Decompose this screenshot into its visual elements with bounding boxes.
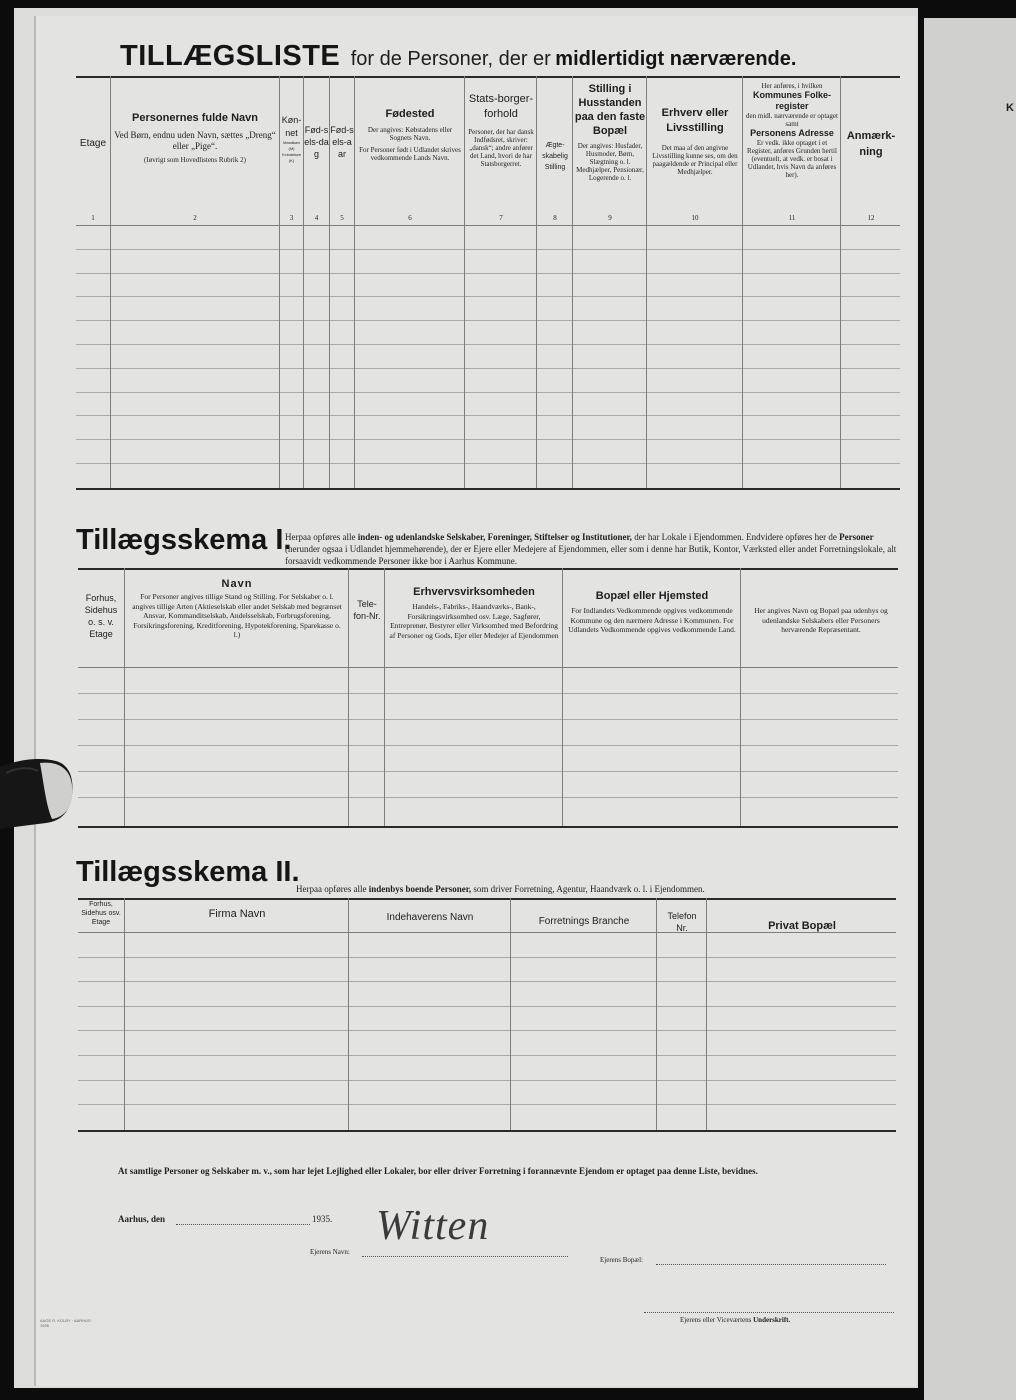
- col-num-7: 7: [499, 214, 503, 222]
- s1-col-representative: Her angives Navn og Bopæl paa udenhys og udenlandske Selskabers eller Personers herværende Repræsentant.: [754, 606, 888, 634]
- title-pre: for de Personer, der er: [350, 48, 551, 70]
- skema-1-title: Tillægsskema I.: [76, 524, 292, 556]
- col-household-sub: Der angives: Husfader, Husmoder, Børn, Slægtning o. l. Medhjælper, Pensionær, Logerende o. l.: [576, 142, 644, 182]
- col-num-8: 8: [553, 214, 557, 222]
- col-household-header: [574, 82, 646, 182]
- col-num-2: 2: [193, 214, 197, 222]
- row-line: [78, 981, 896, 982]
- owner-address-line: [656, 1264, 886, 1265]
- s1-col-business: [388, 586, 560, 640]
- skema-1-desc-e: Personer: [839, 532, 874, 542]
- s1-col-residence-title: Bopæl eller Hjemsted: [595, 590, 709, 602]
- s1-col-floor: Forhus, Sidehus o. s. v. Etage: [84, 593, 118, 639]
- skema-2-desc-b: indenbys boende Personer,: [368, 884, 472, 894]
- col-occupation-sub: Det maa af den angivne Livsstilling kunne ses, om den paagældende er Principal eller Medhjælper.: [652, 144, 738, 176]
- signature-label-a: Ejerens eller Viceværtens: [680, 1316, 752, 1324]
- col-birthplace-note: For Personer født i Udlandet skrives vedkommende Lands Navn.: [359, 146, 461, 162]
- col-num-6: 6: [408, 214, 412, 222]
- col-birthday-header: Fød-sels-dag: [304, 125, 329, 159]
- s1-col-residence-sub: For Indlandets Vedkommende opgives vedkommende Kommune og den nærmere Adresse i Kommunen. For Udlandets Vedkommende opgives vedkommende Land.: [568, 606, 736, 634]
- s1-col-business-title: Erhvervsvirksomheden: [413, 586, 535, 598]
- skema-1-desc-c: der har Lokale i Ejendommen.: [634, 532, 744, 542]
- col-num-9: 9: [608, 214, 612, 222]
- col-num-10: 10: [691, 214, 699, 222]
- owner-name-line: [362, 1256, 568, 1257]
- row-line: [76, 415, 900, 416]
- row-line: [78, 771, 898, 772]
- col-sex-sub: Mandkøn (M) Kvindekøn (K): [282, 140, 301, 163]
- signature-label-b: Underskrift.: [753, 1316, 791, 1324]
- date-line: [176, 1224, 310, 1225]
- skema-1-desc-d: Endvidere opføres her de: [746, 532, 837, 542]
- col-num-12: 12: [867, 214, 875, 222]
- col-num-4: 4: [314, 214, 319, 222]
- s1-col-name-title: Navn: [221, 578, 253, 590]
- row-line: [78, 1055, 896, 1056]
- row-line: [76, 463, 900, 464]
- col-register-title2: Personens Adresse: [750, 128, 834, 138]
- owner-address-label: Ejerens Bopæl:: [600, 1256, 643, 1264]
- skema-1-desc-f: (herunder ogsaa i Udlandet hjemmehørende), der er Ejere eller Medejere af Ejendommen, eller som i denne har Butik, Kontor, Værksted eller andet Forretningslokale, alt forsaavidt vedkommende Personer ikke bor i Aarhus Kommune.: [285, 544, 897, 566]
- row-line: [76, 439, 900, 440]
- signature-line: [644, 1312, 894, 1313]
- skema-2-title: Tillægsskema II.: [76, 856, 300, 888]
- col-birthplace-header: [358, 108, 462, 162]
- skema-1-desc-b: inden- og udenlandske Selskaber, Foreninger, Stiftelser og Institutioner,: [357, 532, 632, 542]
- col-register-top: Her anføres, i hvilken: [761, 82, 823, 90]
- title-main: TILLÆGSLISTE: [120, 40, 341, 72]
- page-title: [120, 40, 796, 73]
- col-num-5: 5: [340, 214, 344, 222]
- row-line: [76, 249, 900, 250]
- col-birthyear-header: Fød-sels-aar: [330, 125, 354, 159]
- col-citizenship-header: [466, 92, 536, 168]
- s2-col-branch: Forretnings Branche: [538, 916, 630, 927]
- col-register-title: Kommunes Folke-register: [752, 90, 831, 111]
- signature-label: [680, 1316, 790, 1324]
- owner-name-label: Ejerens Navn:: [310, 1248, 350, 1256]
- col-name-note: (Iøvrigt som Hovedlistens Rubrik 2): [144, 156, 246, 164]
- col-num-1: 1: [91, 214, 95, 222]
- col-birthplace-title: Fødested: [385, 108, 435, 120]
- owner-signature: Witten: [376, 1203, 490, 1249]
- s1-col-residence: [566, 590, 738, 635]
- row-line: [76, 368, 900, 369]
- printer-mark: AAGE R. KOLBY · AARHUS · 1935: [40, 1318, 94, 1328]
- title-bold: midlertidigt nærværende.: [555, 48, 797, 70]
- row-line: [76, 273, 900, 274]
- row-line: [78, 797, 898, 798]
- col-etage-header: Etage: [79, 138, 107, 149]
- row-line: [78, 1006, 896, 1007]
- row-line: [78, 1030, 896, 1031]
- col-occupation-header: [648, 106, 742, 176]
- s1-col-name-sub: For Personer angives tillige Stand og Stilling. For Selskaber o. l. angives tillige Arten (Aktieselskab eller andet Selskab med begrænset Ansvar, Kommanditselskab, Andelsselskab, Forbrugsforening, Forsikringsforening, Kreditforening, Hypotekforening, Sparekasse o. l.): [132, 592, 342, 639]
- col-num-3: 3: [289, 214, 294, 222]
- s2-col-floor: Forhus, Sidehus osv. Etage: [81, 901, 121, 926]
- col-num-11: 11: [788, 214, 796, 222]
- row-line: [78, 693, 898, 694]
- col-sex-header: [280, 114, 303, 164]
- col-name-sub: Ved Børn, endnu uden Navn, sættes „Dreng“ eller „Pige“.: [114, 130, 276, 151]
- skema-2-desc-a: Herpaa opføres alle: [296, 884, 367, 894]
- col-register-header: [744, 82, 840, 179]
- s2-col-address: Privat Bopæl: [768, 920, 836, 932]
- attestation-text: At samtlige Personer og Selskaber m. v., som har lejet Lejlighed eller Lokaler, bor eller driver Forretning i forannævnte Ejendom er optaget paa denne Liste, bevidnes.: [118, 1166, 758, 1176]
- s1-col-name: [130, 578, 344, 640]
- col-marital-header: Ægte-skabelig Stilling: [542, 142, 568, 171]
- s2-col-owner: Indehaverens Navn: [386, 912, 474, 923]
- right-page-fragment: K: [1006, 102, 1014, 114]
- year-label: 1935.: [312, 1214, 333, 1224]
- skema-2-description: [296, 884, 896, 894]
- col-citizenship-sub: Personer, der har dansk Indfødsret, skriver: „dansk“; andre anfører det Land, hvori de har Statsborgerret.: [468, 128, 534, 168]
- s2-col-firm: Firma Navn: [208, 908, 266, 920]
- row-line: [78, 1104, 896, 1105]
- col-citizenship-title: Stats-borger-forhold: [468, 93, 534, 120]
- col-register-note: Er vedk. ikke optaget i et Register, anføres Grunden hertil (eventuelt, at vedk. er bosat i Udlandet, hvis Navn da anføres her).: [747, 139, 837, 179]
- row-line: [76, 392, 900, 393]
- row-line: [78, 1080, 896, 1081]
- right-page-edge: [924, 18, 1016, 1400]
- row-line: [78, 957, 896, 958]
- col-sex-title: Køn-net: [281, 115, 302, 138]
- city-date-label: Aarhus, den: [118, 1214, 166, 1224]
- skema-1-desc-a: Herpaa opføres alle: [285, 532, 356, 542]
- s2-col-phone: Telefon Nr.: [667, 911, 697, 933]
- s1-col-phone: Tele-fon-Nr.: [353, 599, 381, 621]
- row-line: [78, 719, 898, 720]
- skema-1-description: [285, 531, 903, 567]
- col-name-title: Personernes fulde Navn: [132, 112, 258, 124]
- row-line: [76, 296, 900, 297]
- s1-col-business-sub: Handels-, Fabriks-, Haandværks-, Bank-, Forsikringsvirksomhed osv. Læge, Sagfører, Entreprenør, Bestyrer eller Virksomhed med Befordring af Personer og Gods, Ejer eller Medejer af Ejendommen: [389, 602, 559, 640]
- col-name-header: [112, 112, 278, 164]
- row-line: [76, 320, 900, 321]
- col-household-title: Stilling i Husstanden paa den faste Bopæl: [574, 83, 646, 137]
- row-line: [78, 745, 898, 746]
- row-line: [76, 344, 900, 345]
- col-occupation-title: Erhverv eller Livsstilling: [661, 107, 729, 134]
- col-remarks-header: Anmærk-ning: [846, 130, 896, 158]
- col-birthplace-sub: Der angives: Købstadens eller Sognets Navn.: [367, 126, 453, 142]
- col-register-sub: den midl. nærværende er optaget samt: [746, 112, 838, 128]
- thumb-image: [0, 755, 74, 835]
- skema-2-desc-c: som driver Forretning, Agentur, Haandværk o. l. i Ejendommen.: [473, 884, 705, 894]
